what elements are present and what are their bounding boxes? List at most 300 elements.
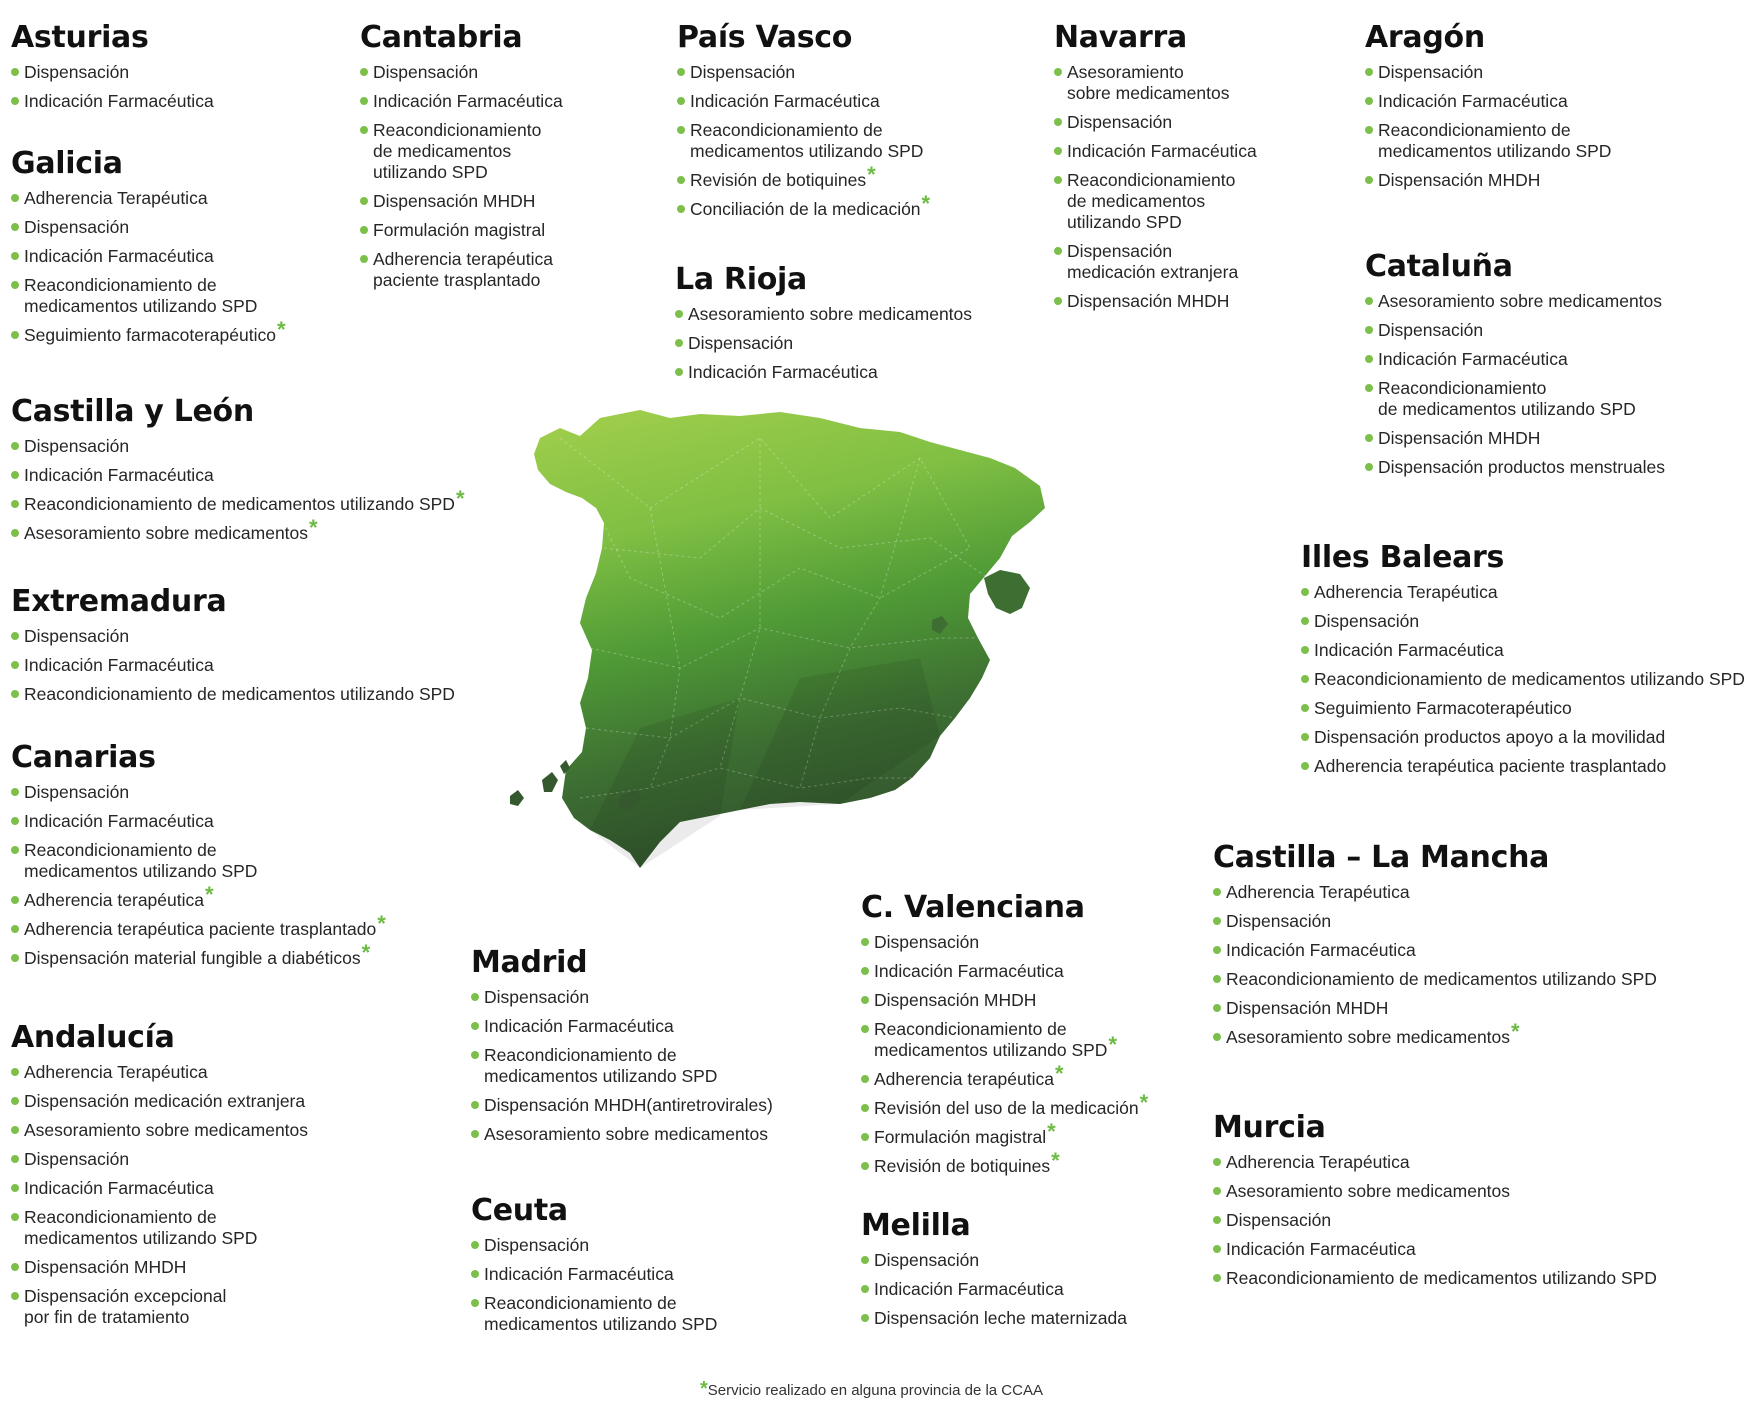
province-note-star: * bbox=[1051, 1148, 1060, 1173]
bullet-dot bbox=[1213, 1033, 1221, 1041]
region-extremadura bbox=[11, 584, 455, 713]
bullet-dot bbox=[1301, 762, 1309, 770]
province-note-star: * bbox=[309, 515, 318, 540]
service-label: Asesoramiento sobre medicamentos bbox=[688, 304, 973, 324]
service-item bbox=[675, 304, 972, 325]
service-list bbox=[1213, 882, 1657, 1048]
service-list bbox=[861, 1250, 1127, 1329]
service-label: Dispensación MHDH bbox=[373, 191, 536, 211]
service-label: Adherencia terapéutica bbox=[874, 1069, 1054, 1089]
bullet-dot bbox=[677, 205, 685, 213]
service-label: Dispensación bbox=[24, 626, 130, 646]
service-label: Asesoramiento sobre medicamentos bbox=[1067, 62, 1230, 103]
region-title: Castilla y León bbox=[11, 394, 254, 429]
bullet-dot bbox=[1365, 297, 1373, 305]
service-item bbox=[471, 1095, 773, 1116]
service-label: Conciliación de la medicación bbox=[690, 199, 921, 219]
bullet-dot bbox=[1213, 946, 1221, 954]
service-item bbox=[677, 162, 930, 191]
service-label: Dispensación MHDH bbox=[1226, 998, 1389, 1018]
service-label: Dispensación excepcional por fin de tratamiento bbox=[24, 1286, 227, 1327]
service-item bbox=[471, 1293, 717, 1335]
service-item bbox=[11, 465, 465, 486]
bullet-dot bbox=[11, 500, 19, 508]
service-label: Reacondicionamiento de medicamentos utilizando SPD bbox=[24, 1207, 258, 1248]
service-item bbox=[861, 1308, 1127, 1329]
bullet-dot bbox=[360, 197, 368, 205]
service-label: Reacondicionamiento de medicamentos utilizando SPD bbox=[24, 684, 455, 704]
service-label: Adherencia terapéutica paciente trasplantado bbox=[1314, 756, 1667, 776]
service-label: Dispensación MHDH bbox=[1378, 428, 1541, 448]
service-list bbox=[1213, 1152, 1657, 1289]
service-item bbox=[1365, 120, 1611, 162]
province-note-star: * bbox=[361, 940, 371, 965]
service-item bbox=[1213, 1268, 1657, 1289]
bullet-dot bbox=[677, 126, 685, 134]
bullet-dot bbox=[677, 97, 685, 105]
service-item bbox=[360, 191, 563, 212]
bullet-dot bbox=[677, 68, 685, 76]
service-item bbox=[11, 1207, 308, 1249]
region-andalucia bbox=[11, 1020, 308, 1336]
service-item bbox=[1365, 349, 1665, 370]
region-title: Cantabria bbox=[360, 20, 523, 55]
service-label: Indicación Farmacéutica bbox=[1067, 141, 1257, 161]
service-item bbox=[11, 1120, 308, 1141]
bullet-dot bbox=[1365, 384, 1373, 392]
service-label: Dispensación bbox=[874, 1250, 980, 1270]
service-item bbox=[1213, 998, 1657, 1019]
service-list bbox=[1365, 62, 1611, 191]
bullet-dot bbox=[1054, 247, 1062, 255]
region-la-rioja bbox=[675, 262, 972, 391]
service-item bbox=[11, 655, 455, 676]
bullet-dot bbox=[1301, 675, 1309, 683]
bullet-dot bbox=[11, 68, 19, 76]
bullet-dot bbox=[11, 442, 19, 450]
region-cataluna bbox=[1365, 249, 1665, 486]
service-item bbox=[11, 626, 455, 647]
bullet-dot bbox=[1213, 1245, 1221, 1253]
province-note-star: * bbox=[276, 317, 286, 342]
service-label: Seguimiento farmacoterapéutico bbox=[24, 325, 276, 345]
service-item bbox=[1301, 698, 1745, 719]
service-label: Dispensación bbox=[1378, 320, 1484, 340]
service-item bbox=[1301, 727, 1745, 748]
region-canarias bbox=[11, 740, 386, 977]
service-label: Indicación Farmacéutica bbox=[1378, 91, 1568, 111]
service-list bbox=[677, 62, 930, 220]
service-item bbox=[11, 840, 386, 882]
service-label: Asesoramiento sobre medicamentos bbox=[1226, 1027, 1511, 1047]
bullet-dot bbox=[11, 281, 19, 289]
service-item bbox=[11, 486, 465, 515]
service-item bbox=[1365, 378, 1665, 420]
bullet-dot bbox=[1213, 917, 1221, 925]
bullet-dot bbox=[360, 68, 368, 76]
service-label: Indicación Farmacéutica bbox=[24, 655, 214, 675]
bullet-dot bbox=[360, 126, 368, 134]
bullet-dot bbox=[11, 1184, 19, 1192]
service-item bbox=[11, 911, 386, 940]
service-item bbox=[677, 191, 931, 220]
bullet-dot bbox=[471, 1270, 479, 1278]
province-note-star: * bbox=[1139, 1090, 1149, 1115]
service-label: Formulación magistral bbox=[874, 1127, 1047, 1147]
service-label: Asesoramiento sobre medicamentos bbox=[484, 1124, 769, 1144]
service-label: Indicación Farmacéutica bbox=[484, 1016, 674, 1036]
service-label: Asesoramiento sobre medicamentos bbox=[1378, 291, 1663, 311]
peninsula-shape bbox=[534, 410, 1045, 868]
service-item bbox=[1213, 911, 1657, 932]
bullet-dot bbox=[11, 690, 19, 698]
region-title: Illes Balears bbox=[1301, 540, 1505, 575]
service-label: Dispensación MHDH bbox=[1378, 170, 1541, 190]
bullet-dot bbox=[11, 1155, 19, 1163]
service-label: Reacondicionamiento de medicamentos utilizando SPD bbox=[1378, 120, 1612, 161]
service-label: Dispensación bbox=[484, 987, 590, 1007]
service-list bbox=[11, 436, 465, 544]
service-item bbox=[1301, 611, 1745, 632]
bullet-dot bbox=[471, 993, 479, 1001]
bullet-dot bbox=[11, 1126, 19, 1134]
service-label: Dispensación leche maternizada bbox=[874, 1308, 1127, 1328]
service-item bbox=[1054, 241, 1257, 283]
region-title: Castilla – La Mancha bbox=[1213, 840, 1550, 875]
bullet-dot bbox=[11, 1213, 19, 1221]
service-item bbox=[471, 1235, 717, 1256]
region-title: País Vasco bbox=[677, 20, 853, 55]
service-label: Revisión de botiquines bbox=[690, 170, 867, 190]
service-item bbox=[1054, 291, 1257, 312]
service-list bbox=[471, 987, 773, 1145]
service-item bbox=[861, 1250, 1127, 1271]
service-item bbox=[11, 940, 386, 969]
bullet-dot bbox=[471, 1241, 479, 1249]
bullet-dot bbox=[861, 938, 869, 946]
service-item bbox=[11, 515, 465, 544]
service-item bbox=[471, 1045, 773, 1087]
bullet-dot bbox=[11, 896, 19, 904]
service-item bbox=[1054, 170, 1257, 233]
service-item bbox=[861, 990, 1148, 1011]
region-melilla bbox=[861, 1208, 1127, 1337]
bullet-dot bbox=[11, 1097, 19, 1105]
region-c-valenciana bbox=[861, 890, 1148, 1185]
service-list bbox=[11, 782, 386, 969]
bullet-dot bbox=[861, 1256, 869, 1264]
service-item bbox=[861, 1061, 1148, 1090]
service-label: Reacondicionamiento de medicamentos utilizando SPD bbox=[24, 840, 258, 881]
service-label: Dispensación bbox=[1314, 611, 1420, 631]
service-label: Reacondicionamiento de medicamentos utilizando SPD bbox=[690, 120, 924, 161]
service-label: Dispensación bbox=[373, 62, 479, 82]
province-note-star: * bbox=[1047, 1119, 1056, 1144]
service-label: Adherencia terapéutica paciente trasplantado bbox=[24, 919, 377, 939]
service-list bbox=[11, 188, 286, 346]
service-item bbox=[861, 1019, 1148, 1061]
bullet-dot bbox=[11, 1292, 19, 1300]
spain-map bbox=[500, 398, 1200, 918]
service-label: Indicación Farmacéutica bbox=[484, 1264, 674, 1284]
bullet-dot bbox=[675, 368, 683, 376]
service-item bbox=[11, 217, 286, 238]
service-label: Reacondicionamiento de medicamentos utilizando SPD bbox=[1378, 378, 1636, 419]
region-aragon bbox=[1365, 20, 1611, 199]
region-title: Melilla bbox=[861, 1208, 971, 1243]
bullet-dot bbox=[471, 1101, 479, 1109]
service-label: Indicación Farmacéutica bbox=[874, 961, 1064, 981]
bullet-dot bbox=[471, 1051, 479, 1059]
bullet-dot bbox=[1054, 297, 1062, 305]
service-item bbox=[11, 1062, 308, 1083]
service-list bbox=[1365, 291, 1665, 478]
service-list bbox=[471, 1235, 717, 1335]
service-label: Adherencia terapéutica bbox=[24, 890, 204, 910]
region-title: Asturias bbox=[11, 20, 149, 55]
region-title: Galicia bbox=[11, 146, 123, 181]
service-item bbox=[861, 1148, 1148, 1177]
province-note-star: * bbox=[867, 162, 876, 187]
service-item bbox=[1365, 170, 1611, 191]
region-title: Murcia bbox=[1213, 1110, 1326, 1145]
service-item bbox=[11, 811, 386, 832]
region-castilla-leon bbox=[11, 394, 465, 552]
service-label: Indicación Farmacéutica bbox=[690, 91, 880, 111]
service-label: Asesoramiento sobre medicamentos bbox=[24, 523, 309, 543]
service-item bbox=[11, 436, 465, 457]
service-label: Adherencia Terapéutica bbox=[24, 1062, 208, 1082]
region-castilla-la-mancha bbox=[1213, 840, 1657, 1056]
service-item bbox=[1365, 291, 1665, 312]
bullet-dot bbox=[1054, 118, 1062, 126]
service-item bbox=[1213, 969, 1657, 990]
service-item bbox=[1213, 1152, 1657, 1173]
service-label: Reacondicionamiento de medicamentos utilizando SPD bbox=[484, 1045, 718, 1086]
region-title: Extremadura bbox=[11, 584, 227, 619]
service-item bbox=[861, 1119, 1148, 1148]
region-title: Ceuta bbox=[471, 1193, 568, 1228]
service-item bbox=[1365, 62, 1611, 83]
service-label: Reacondicionamiento de medicamentos utilizando SPD bbox=[24, 494, 455, 514]
service-label: Dispensación material fungible a diabéticos bbox=[24, 948, 361, 968]
service-item bbox=[471, 1124, 773, 1145]
province-note-star: * bbox=[1108, 1032, 1118, 1057]
bullet-dot bbox=[360, 97, 368, 105]
bullet-dot bbox=[11, 252, 19, 260]
bullet-dot bbox=[1213, 888, 1221, 896]
service-item bbox=[1213, 940, 1657, 961]
service-label: Reacondicionamiento de medicamentos utilizando SPD bbox=[24, 275, 258, 316]
service-item bbox=[675, 362, 972, 383]
service-label: Adherencia terapéutica paciente trasplantado bbox=[373, 249, 553, 290]
service-item bbox=[360, 249, 563, 291]
bullet-dot bbox=[11, 846, 19, 854]
service-item bbox=[1365, 457, 1665, 478]
service-item bbox=[360, 62, 563, 83]
region-title: La Rioja bbox=[675, 262, 807, 297]
service-label: Dispensación medicación extranjera bbox=[1067, 241, 1239, 282]
service-item bbox=[1365, 320, 1665, 341]
bullet-dot bbox=[11, 954, 19, 962]
bullet-dot bbox=[677, 176, 685, 184]
bullet-dot bbox=[1213, 1158, 1221, 1166]
bullet-dot bbox=[1301, 617, 1309, 625]
service-item bbox=[11, 62, 214, 83]
service-item bbox=[861, 932, 1148, 953]
service-item bbox=[11, 1286, 308, 1328]
region-title: C. Valenciana bbox=[861, 890, 1085, 925]
service-label: Reacondicionamiento de medicamentos utilizando SPD bbox=[874, 1019, 1108, 1060]
province-note-star: * bbox=[921, 191, 931, 216]
service-label: Dispensación bbox=[1226, 1210, 1332, 1230]
region-murcia bbox=[1213, 1110, 1657, 1297]
service-list bbox=[360, 62, 563, 291]
bullet-dot bbox=[1213, 975, 1221, 983]
service-item bbox=[677, 120, 930, 162]
bullet-dot bbox=[1054, 176, 1062, 184]
bullet-dot bbox=[1301, 646, 1309, 654]
service-label: Dispensación productos menstruales bbox=[1378, 457, 1665, 477]
bullet-dot bbox=[861, 1104, 869, 1112]
bullet-dot bbox=[1213, 1216, 1221, 1224]
bullet-dot bbox=[1054, 147, 1062, 155]
service-label: Dispensación MHDH bbox=[24, 1257, 187, 1277]
province-note-star: * bbox=[1054, 1061, 1064, 1086]
bullet-dot bbox=[1301, 588, 1309, 596]
province-note-star: * bbox=[1511, 1019, 1520, 1044]
service-item bbox=[1301, 669, 1745, 690]
bullet-dot bbox=[471, 1130, 479, 1138]
bullet-dot bbox=[471, 1299, 479, 1307]
bullet-dot bbox=[1054, 68, 1062, 76]
bullet-dot bbox=[1365, 463, 1373, 471]
bullet-dot bbox=[11, 471, 19, 479]
region-title: Navarra bbox=[1054, 20, 1187, 55]
service-label: Dispensación MHDH(antiretrovirales) bbox=[484, 1095, 773, 1115]
service-label: Dispensación bbox=[24, 62, 130, 82]
service-label: Dispensación productos apoyo a la movilidad bbox=[1314, 727, 1666, 747]
bullet-dot bbox=[11, 788, 19, 796]
service-item bbox=[677, 62, 930, 83]
bullet-dot bbox=[360, 255, 368, 263]
service-label: Dispensación bbox=[874, 932, 980, 952]
region-title: Cataluña bbox=[1365, 249, 1513, 284]
bullet-dot bbox=[11, 223, 19, 231]
service-item bbox=[1213, 1181, 1657, 1202]
bullet-dot bbox=[1213, 1004, 1221, 1012]
service-label: Dispensación MHDH bbox=[874, 990, 1037, 1010]
bullet-dot bbox=[861, 1314, 869, 1322]
service-label: Dispensación bbox=[24, 217, 130, 237]
region-title: Andalucía bbox=[11, 1020, 175, 1055]
service-item bbox=[861, 1090, 1149, 1119]
bullet-dot bbox=[1301, 733, 1309, 741]
service-label: Dispensación MHDH bbox=[1067, 291, 1230, 311]
region-cantabria bbox=[360, 20, 563, 299]
service-label: Reacondicionamiento de medicamentos utilizando SPD bbox=[1067, 170, 1236, 232]
region-title: Aragón bbox=[1365, 20, 1485, 55]
bullet-dot bbox=[11, 661, 19, 669]
service-label: Indicación Farmacéutica bbox=[24, 1178, 214, 1198]
bullet-dot bbox=[1301, 704, 1309, 712]
service-label: Indicación Farmacéutica bbox=[24, 811, 214, 831]
service-label: Formulación magistral bbox=[373, 220, 546, 240]
service-item bbox=[675, 333, 972, 354]
service-item bbox=[11, 782, 386, 803]
bullet-dot bbox=[861, 996, 869, 1004]
bullet-dot bbox=[11, 817, 19, 825]
service-list bbox=[675, 304, 972, 383]
region-illes-balears bbox=[1301, 540, 1745, 785]
bullet-dot bbox=[861, 1133, 869, 1141]
service-item bbox=[11, 188, 286, 209]
service-item bbox=[1054, 112, 1257, 133]
bullet-dot bbox=[861, 1285, 869, 1293]
footnote-text: Servicio realizado en alguna provincia de la CCAA bbox=[707, 1382, 1043, 1399]
service-label: Dispensación bbox=[1226, 911, 1332, 931]
service-item bbox=[1301, 756, 1745, 777]
bullet-dot bbox=[1365, 97, 1373, 105]
service-item bbox=[360, 120, 563, 183]
service-list bbox=[1054, 62, 1257, 312]
service-item bbox=[11, 1149, 308, 1170]
bullet-dot bbox=[471, 1022, 479, 1030]
bullet-dot bbox=[1365, 434, 1373, 442]
service-label: Dispensación bbox=[688, 333, 794, 353]
region-title: Canarias bbox=[11, 740, 156, 775]
service-list bbox=[11, 1062, 308, 1328]
service-item bbox=[360, 91, 563, 112]
footnote-star: * bbox=[700, 1378, 708, 1400]
service-item bbox=[11, 1091, 308, 1112]
service-label: Reacondicionamiento de medicamentos utilizando SPD bbox=[1314, 669, 1745, 689]
bullet-dot bbox=[861, 1025, 869, 1033]
service-label: Dispensación bbox=[24, 782, 130, 802]
region-navarra bbox=[1054, 20, 1257, 320]
service-label: Indicación Farmacéutica bbox=[1226, 940, 1416, 960]
service-label: Adherencia Terapéutica bbox=[24, 188, 208, 208]
bullet-dot bbox=[360, 226, 368, 234]
bullet-dot bbox=[861, 1162, 869, 1170]
service-item bbox=[11, 1178, 308, 1199]
service-item bbox=[11, 91, 214, 112]
service-list bbox=[11, 626, 455, 705]
service-label: Seguimiento Farmacoterapéutico bbox=[1314, 698, 1572, 718]
service-item bbox=[677, 91, 930, 112]
service-item bbox=[1213, 882, 1657, 903]
service-label: Dispensación bbox=[1067, 112, 1173, 132]
service-item bbox=[1301, 582, 1745, 603]
service-label: Revisión del uso de la medicación bbox=[874, 1098, 1139, 1118]
service-label: Indicación Farmacéutica bbox=[1378, 349, 1568, 369]
service-item bbox=[1365, 91, 1611, 112]
service-label: Dispensación bbox=[1378, 62, 1484, 82]
service-item bbox=[1213, 1210, 1657, 1231]
bullet-dot bbox=[1365, 355, 1373, 363]
bullet-dot bbox=[675, 339, 683, 347]
region-galicia bbox=[11, 146, 286, 354]
service-label: Adherencia Terapéutica bbox=[1314, 582, 1498, 602]
footnote bbox=[700, 1378, 1043, 1401]
region-title: Madrid bbox=[471, 945, 588, 980]
bullet-dot bbox=[11, 97, 19, 105]
bullet-dot bbox=[11, 331, 19, 339]
province-note-star: * bbox=[204, 882, 214, 907]
service-item bbox=[1365, 428, 1665, 449]
region-madrid bbox=[471, 945, 773, 1153]
bullet-dot bbox=[1365, 68, 1373, 76]
